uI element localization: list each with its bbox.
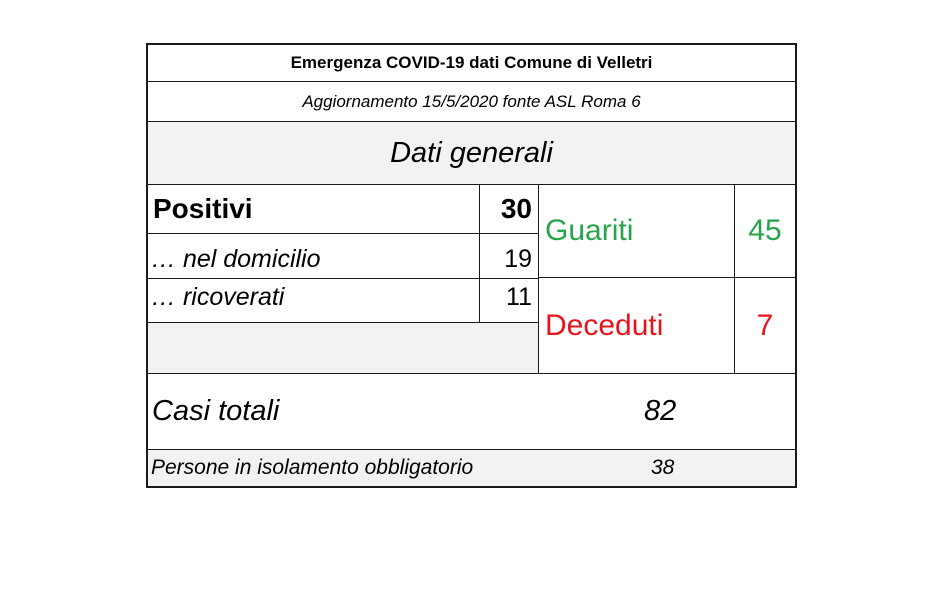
- deceduti-value: 7: [756, 308, 774, 342]
- casi-totali-label: Casi totali: [152, 395, 280, 427]
- deceduti-label: Deceduti: [545, 308, 664, 342]
- casi-totali-value: 82: [644, 395, 677, 427]
- covid-report-table: [146, 43, 797, 488]
- isolamento-value: 38: [651, 456, 675, 479]
- domicilio-value: 19: [504, 244, 532, 273]
- empty-grey-cell: [148, 323, 538, 373]
- report-title: Emergenza COVID-19 dati Comune di Velletri: [290, 53, 653, 72]
- ricoverati-value: 11: [506, 283, 532, 311]
- report-subtitle: Aggiornamento 15/5/2020 fonte ASL Roma 6: [302, 91, 641, 111]
- guariti-value: 45: [748, 214, 782, 247]
- section-title: Dati generali: [390, 136, 553, 169]
- positivi-label: Positivi: [153, 193, 253, 224]
- ricoverati-label: … ricoverati: [151, 283, 285, 311]
- positivi-value: 30: [500, 193, 532, 224]
- guariti-label: Guariti: [545, 214, 634, 247]
- domicilio-label: … nel domicilio: [151, 244, 321, 273]
- isolamento-label: Persone in isolamento obbligatorio: [151, 456, 474, 479]
